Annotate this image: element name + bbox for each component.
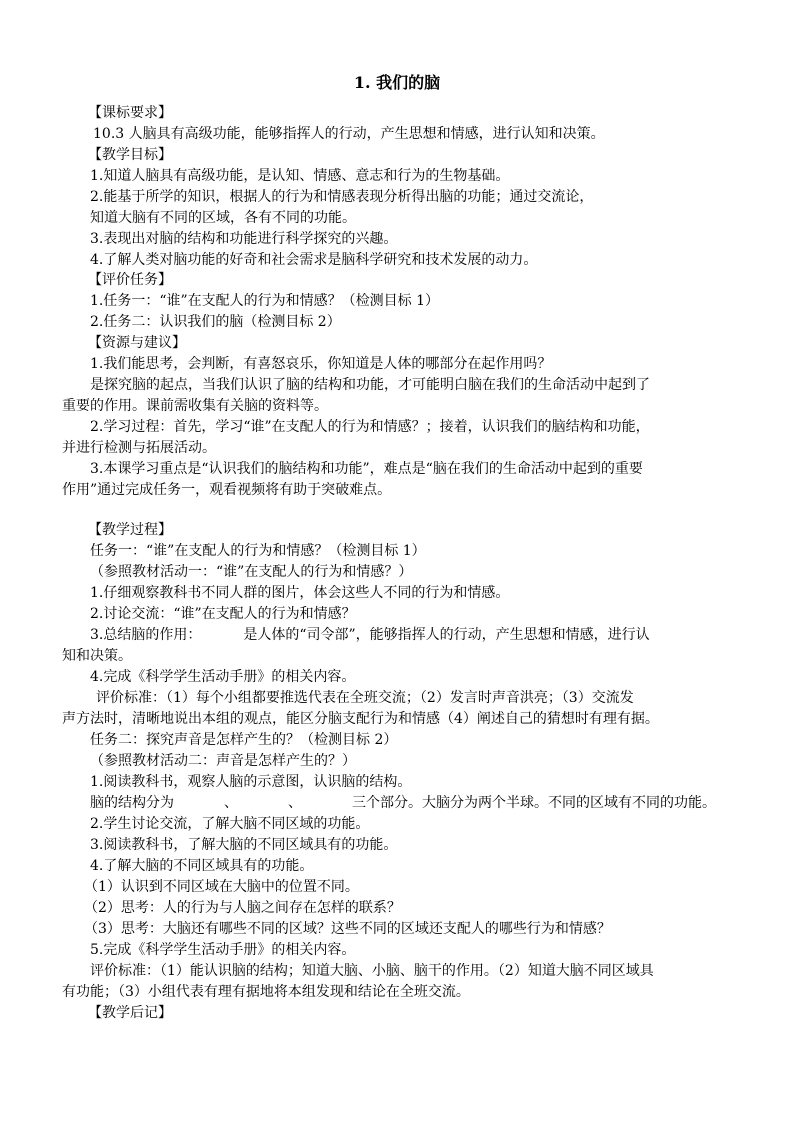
text-line: 声方法时，清晰地说出本组的观点，能区分脑支配行为和情感（4）阐述自己的猜想时有理有据。	[62, 711, 659, 727]
text-line: 2.学生讨论交流，了解大脑不同区域的功能。	[90, 816, 370, 832]
text-segment: 三个部分。大脑分为两个半球。不同的区域有不同的功能。	[352, 795, 716, 811]
section-heading-assessment: 【评价任务】	[88, 272, 172, 288]
text-line: 3.表现出对脑的结构和功能进行科学探究的兴趣。	[90, 231, 398, 247]
text-segment: 3.总结脑的作用：	[90, 627, 202, 643]
text-line: 1.阅读教科书，观察人脑的示意图，认识脑的结构。	[90, 774, 412, 790]
text-line: 是探究脑的起点，当我们认识了脑的结构和功能，才可能明白脑在我们的生命活动中起到了	[90, 377, 650, 393]
text-line: 评价标准：（1）每个小组都要推选代表在全班交流；（2）发言时声音洪亮；（3）交流发	[96, 690, 634, 706]
section-heading-objectives: 【教学目标】	[88, 147, 172, 163]
text-line: 1.我们能思考，会判断，有喜怒哀乐，你知道是人体的哪部分在起作用吗？	[90, 356, 552, 372]
text-line: 作用”通过完成任务一，观看视频将有助于突破难点。	[62, 482, 392, 498]
text-line: 重要的作用。课前需收集有关脑的资料等。	[62, 398, 328, 414]
text-line: 2.讨论交流：“谁”在支配人的行为和情感？	[90, 606, 356, 622]
text-line: 4.完成《科学学生活动手册》的相关内容。	[90, 669, 356, 685]
text-line: 5.完成《科学学生活动手册》的相关内容。	[90, 942, 356, 958]
text-line: 1.任务一：“谁”在支配人的行为和情感？（检测目标 1）	[90, 293, 440, 309]
text-line: 评价标准：（1）能认识脑的结构；知道大脑、小脑、脑干的作用。（2）知道大脑不同区域具	[90, 963, 654, 979]
text-line: 任务一：“谁”在支配人的行为和情感？（检测目标 1）	[90, 543, 426, 559]
text-line: 并进行检测与拓展活动。	[62, 440, 216, 456]
text-line: （3）思考：大脑还有哪些不同的区域？这些不同的区域还支配人的哪些行为和情感？	[84, 921, 611, 937]
text-segment: 脑的结构分为	[90, 795, 174, 811]
section-heading-curriculum: 【课标要求】	[88, 105, 172, 121]
text-line: 知和决策。	[62, 648, 132, 664]
text-line: （参照教材活动一：“谁”在支配人的行为和情感？）	[90, 564, 413, 580]
section-heading-process: 【教学过程】	[88, 522, 172, 538]
text-segment: 是人体的“司令部”，能够指挥人的行动，产生思想和情感，进行认	[243, 627, 650, 643]
text-segment: 、	[224, 795, 238, 811]
text-line: 4.了解人类对脑功能的好奇和社会需求是脑科学研究和技术发展的动力。	[90, 252, 538, 268]
text-line	[90, 625, 740, 645]
text-line: 4.了解大脑的不同区域具有的功能。	[90, 858, 314, 874]
text-line: 3.阅读教科书，了解大脑的不同区域具有的功能。	[90, 837, 398, 853]
text-line: 3.本课学习重点是“认识我们的脑结构和功能”，难点是“脑在我们的生命活动中起到的重要	[90, 461, 643, 477]
text-line	[90, 793, 740, 813]
text-line: 任务二：探究声音是怎样产生的？（检测目标 2）	[90, 732, 398, 748]
text-line: （2）思考：人的行为与人脑之间存在怎样的联系？	[84, 900, 401, 916]
section-heading-resources: 【资源与建议】	[88, 335, 186, 351]
document-title: 1. 我们的脑	[353, 73, 441, 92]
text-line: 1.仔细观察教科书不同人群的图片，体会这些人不同的行为和情感。	[90, 585, 510, 601]
text-line: 2.能基于所学的知识，根据人的行为和情感表现分析得出脑的功能；通过交流论，	[90, 189, 594, 205]
text-line: 1.知道人脑具有高级功能，是认知、情感、意志和行为的生物基础。	[90, 168, 510, 184]
text-line: （参照教材活动二：声音是怎样产生的？）	[90, 753, 356, 769]
text-line: 有功能；（3）小组代表有理有据地将本组发现和结论在全班交流。	[62, 984, 470, 1000]
section-heading-notes: 【教学后记】	[88, 1005, 172, 1021]
text-line: 知道大脑有不同的区域，各有不同的功能。	[90, 210, 356, 226]
text-line: （1）认识到不同区域在大脑中的位置不同。	[84, 879, 359, 895]
text-segment: 、	[288, 795, 302, 811]
text-line: 2.任务二：认识我们的脑（检测目标 2）	[90, 314, 341, 330]
text-line: 2.学习过程：首先，学习“谁”在支配人的行为和情感？；接着，认识我们的脑结构和功能，	[90, 419, 650, 435]
text-line: 10.3 人脑具有高级功能，能够指挥人的行动，产生思想和情感，进行认知和决策。	[93, 126, 605, 142]
